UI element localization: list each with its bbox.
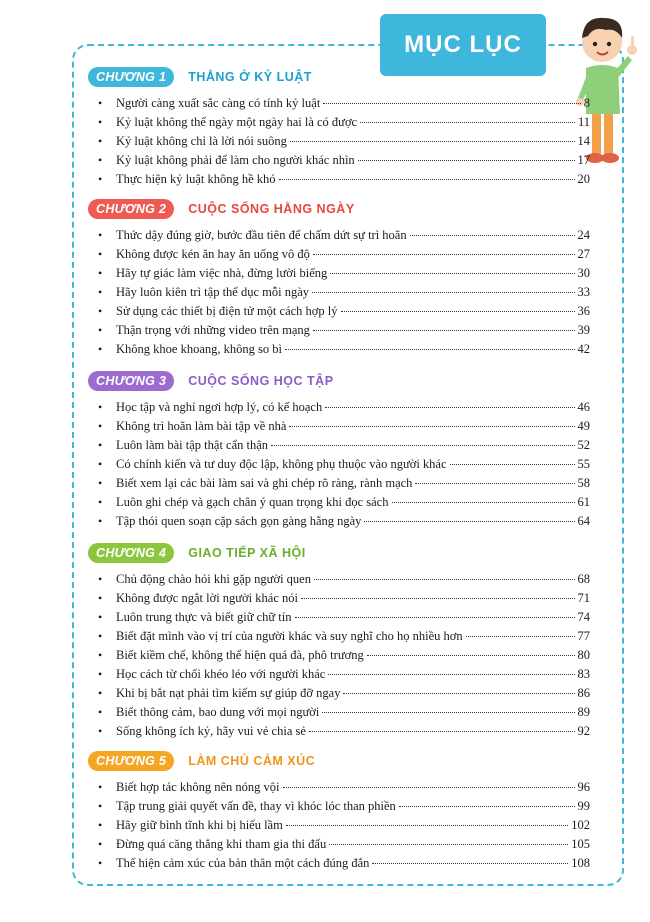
toc-entry[interactable] (116, 835, 590, 854)
toc-entry[interactable] (116, 589, 590, 608)
toc-entry[interactable] (116, 778, 590, 797)
dot-leader (450, 464, 575, 465)
entry-page-number: 64 (577, 514, 590, 528)
chapter-header (88, 368, 590, 394)
toc-entry[interactable] (116, 170, 590, 189)
toc-entry[interactable] (116, 455, 590, 474)
entry-page-number: 17 (577, 153, 590, 167)
entry-page-number: 55 (577, 457, 590, 471)
toc-entry[interactable] (116, 226, 590, 245)
dot-leader (285, 349, 575, 350)
chapter-section (88, 540, 590, 741)
dot-leader (343, 693, 574, 694)
toc-entry[interactable] (116, 684, 590, 703)
entry-title: • Luôn ghi chép và gạch chân ý quan trọng khi đọc sách (116, 495, 389, 509)
entry-page-number: 92 (577, 724, 590, 738)
entry-title: • Chủ động chào hỏi khi gặp người quen (116, 572, 311, 586)
dot-leader (322, 712, 574, 713)
entry-page-number: 96 (577, 780, 590, 794)
entry-title: • Sống không ích kỷ, hãy vui vẻ chia sẻ (116, 724, 306, 738)
entry-title: • Tập trung giải quyết vấn đề, thay vì khóc lóc than phiền (116, 799, 396, 813)
chapter-section (88, 196, 590, 359)
entry-page-number: 14 (577, 134, 590, 148)
entry-title: • Thận trọng với những video trên mạng (116, 323, 310, 337)
entry-title: • Người càng xuất sắc càng có tính kỷ luật (116, 96, 321, 110)
chapter-title: CUỘC SỐNG HẰNG NGÀY (188, 202, 355, 216)
toc-entry[interactable] (116, 493, 590, 512)
entry-title: • Biết thông cảm, bao dung với mọi người (116, 705, 320, 719)
entry-title: • Biết kiềm chế, không thể hiện quá đà, phô trương (116, 648, 364, 662)
toc-entry[interactable] (116, 151, 590, 170)
entry-page-number: 52 (577, 438, 590, 452)
dot-leader (290, 141, 575, 142)
dot-leader (289, 426, 574, 427)
entry-title: • Biết xem lại các bài làm sai và ghi chép rõ ràng, rành mạch (116, 476, 413, 490)
entry-title: • Tập thói quen soạn cặp sách gọn gàng hằng ngày (116, 514, 362, 528)
toc-entry[interactable] (116, 94, 590, 113)
dot-leader (309, 731, 575, 732)
toc-entry[interactable] (116, 245, 590, 264)
chapter-header (88, 748, 590, 774)
entry-title: • Không được ngắt lời người khác nói (116, 591, 298, 605)
entry-page-number: 105 (571, 837, 590, 851)
dot-leader (295, 617, 575, 618)
chapter-items (88, 778, 590, 873)
dot-leader (271, 445, 574, 446)
dot-leader (392, 502, 575, 503)
toc-entry[interactable] (116, 854, 590, 873)
toc-entry[interactable] (116, 703, 590, 722)
chapter-title: LÀM CHỦ CẢM XÚC (188, 754, 316, 768)
toc-entry[interactable] (116, 321, 590, 340)
toc-entry[interactable] (116, 627, 590, 646)
dot-leader (329, 844, 568, 845)
dot-leader (328, 674, 574, 675)
chapter-header (88, 196, 590, 222)
entry-page-number: 89 (577, 705, 590, 719)
entry-title: • Không trì hoãn làm bài tập về nhà (116, 419, 287, 433)
dot-leader (330, 273, 574, 274)
chapter-header (88, 64, 590, 90)
chapter-badge: CHƯƠNG 3 (88, 371, 174, 391)
chapter-section (88, 748, 590, 873)
entry-title: • Biết đặt mình vào vị trí của người khác và suy nghĩ cho họ nhiều hơn (116, 629, 463, 643)
entry-page-number: 71 (577, 591, 590, 605)
entry-title: • Luôn làm bài tập thật cẩn thận (116, 438, 269, 452)
entry-title: • Thức dậy đúng giờ, bước đầu tiên để chấm dứt sự trì hoãn (116, 228, 407, 242)
entry-page-number: 68 (577, 572, 590, 586)
toc-entry[interactable] (116, 570, 590, 589)
toc-entry[interactable] (116, 113, 590, 132)
dot-leader (415, 483, 574, 484)
chapter-section (88, 64, 590, 189)
entry-title: • Kỷ luật không chỉ là lời nói suông (116, 134, 287, 148)
dot-leader (313, 330, 575, 331)
dot-leader (323, 103, 580, 104)
toc-entry[interactable] (116, 474, 590, 493)
chapter-items (88, 226, 590, 359)
toc-entry[interactable] (116, 512, 590, 531)
toc-entry[interactable] (116, 302, 590, 321)
toc-entry[interactable] (116, 283, 590, 302)
toc-entry[interactable] (116, 608, 590, 627)
dot-leader (358, 160, 575, 161)
entry-page-number: 86 (577, 686, 590, 700)
entry-title: • Khi bị bắt nạt phải tìm kiếm sự giúp đỡ ngay (116, 686, 341, 700)
entry-page-number: 46 (577, 400, 590, 414)
entry-title: • Hãy luôn kiên trì tập thể dục mỗi ngày (116, 285, 310, 299)
entry-page-number: 8 (583, 96, 590, 110)
dot-leader (314, 579, 575, 580)
toc-entry[interactable] (116, 797, 590, 816)
dot-leader (360, 122, 575, 123)
entry-title: • Có chính kiến và tư duy độc lập, không phụ thuộc vào người khác (116, 457, 447, 471)
chapter-header (88, 540, 590, 566)
chapter-title: THẲNG Ở KỶ LUẬT (188, 70, 312, 84)
dot-leader (325, 407, 574, 408)
entry-page-number: 108 (571, 856, 590, 870)
entry-page-number: 61 (577, 495, 590, 509)
chapter-badge: CHƯƠNG 2 (88, 199, 174, 219)
entry-page-number: 74 (577, 610, 590, 624)
toc-entry[interactable] (116, 436, 590, 455)
dot-leader (312, 292, 574, 293)
entry-page-number: 77 (577, 629, 590, 643)
entry-title: • Không được kén ăn hay ăn uống vô độ (116, 247, 310, 261)
entry-page-number: 42 (577, 342, 590, 356)
entry-title: • Thực hiện kỷ luật không hề khó (116, 172, 276, 186)
entry-page-number: 102 (571, 818, 590, 832)
toc-entry[interactable] (116, 417, 590, 436)
entry-page-number: 27 (577, 247, 590, 261)
chapter-items (88, 398, 590, 531)
entry-title: • Học tập và nghỉ ngơi hợp lý, có kế hoạch (116, 400, 323, 414)
entry-page-number: 24 (577, 228, 590, 242)
entry-title: • Biết hợp tác không nên nóng vội (116, 780, 280, 794)
entry-page-number: 80 (577, 648, 590, 662)
entry-title: • Học cách từ chối khéo léo với người khác (116, 667, 326, 681)
entry-title: • Luôn trung thực và biết giữ chữ tín (116, 610, 292, 624)
entry-title: • Đừng quá căng thẳng khi tham gia thi đấu (116, 837, 327, 851)
entry-title: • Hãy tự giác làm việc nhà, đừng lười biếng (116, 266, 328, 280)
chapter-badge: CHƯƠNG 4 (88, 543, 174, 563)
toc-entry[interactable] (116, 398, 590, 417)
entry-page-number: 58 (577, 476, 590, 490)
toc-entry[interactable] (116, 646, 590, 665)
chapter-badge: CHƯƠNG 1 (88, 67, 174, 87)
entry-page-number: 33 (577, 285, 590, 299)
entry-page-number: 39 (577, 323, 590, 337)
toc-entry[interactable] (116, 264, 590, 283)
entry-page-number: 30 (577, 266, 590, 280)
entry-title: • Hãy giữ bình tĩnh khi bị hiểu lầm (116, 818, 283, 832)
dot-leader (283, 787, 575, 788)
entry-page-number: 83 (577, 667, 590, 681)
dot-leader (372, 863, 568, 864)
dot-leader (364, 521, 574, 522)
entry-title: • Kỷ luật không thể ngày một ngày hai là có được (116, 115, 358, 129)
dot-leader (341, 311, 575, 312)
entry-page-number: 11 (577, 115, 590, 129)
entry-title: • Kỷ luật không phải để làm cho người khác nhìn (116, 153, 355, 167)
toc-entry[interactable] (116, 132, 590, 151)
toc-entry[interactable] (116, 722, 590, 741)
chapter-badge: CHƯƠNG 5 (88, 751, 174, 771)
chapter-title: GIAO TIẾP XÃ HỘI (188, 546, 306, 560)
entry-page-number: 99 (577, 799, 590, 813)
dot-leader (399, 806, 575, 807)
entry-page-number: 49 (577, 419, 590, 433)
entry-title: • Thể hiện cảm xúc của bản thân một cách đúng đắn (116, 856, 370, 870)
chapter-items (88, 570, 590, 741)
entry-page-number: 20 (577, 172, 590, 186)
chapter-section (88, 368, 590, 531)
entry-page-number: 36 (577, 304, 590, 318)
dot-leader (466, 636, 575, 637)
dot-leader (286, 825, 568, 826)
dot-leader (367, 655, 575, 656)
toc-entry[interactable] (116, 340, 590, 359)
toc-entry[interactable] (116, 816, 590, 835)
dot-leader (410, 235, 575, 236)
toc-entry[interactable] (116, 665, 590, 684)
entry-title: • Không khoe khoang, không so bì (116, 342, 282, 356)
chapter-title: CUỘC SỐNG HỌC TẬP (188, 374, 334, 388)
dot-leader (301, 598, 575, 599)
dot-leader (313, 254, 575, 255)
entry-title: • Sử dụng các thiết bị điện tử một cách hợp lý (116, 304, 338, 318)
chapter-items (88, 94, 590, 189)
page-title: MỤC LỤC (404, 31, 522, 58)
dot-leader (279, 179, 575, 180)
